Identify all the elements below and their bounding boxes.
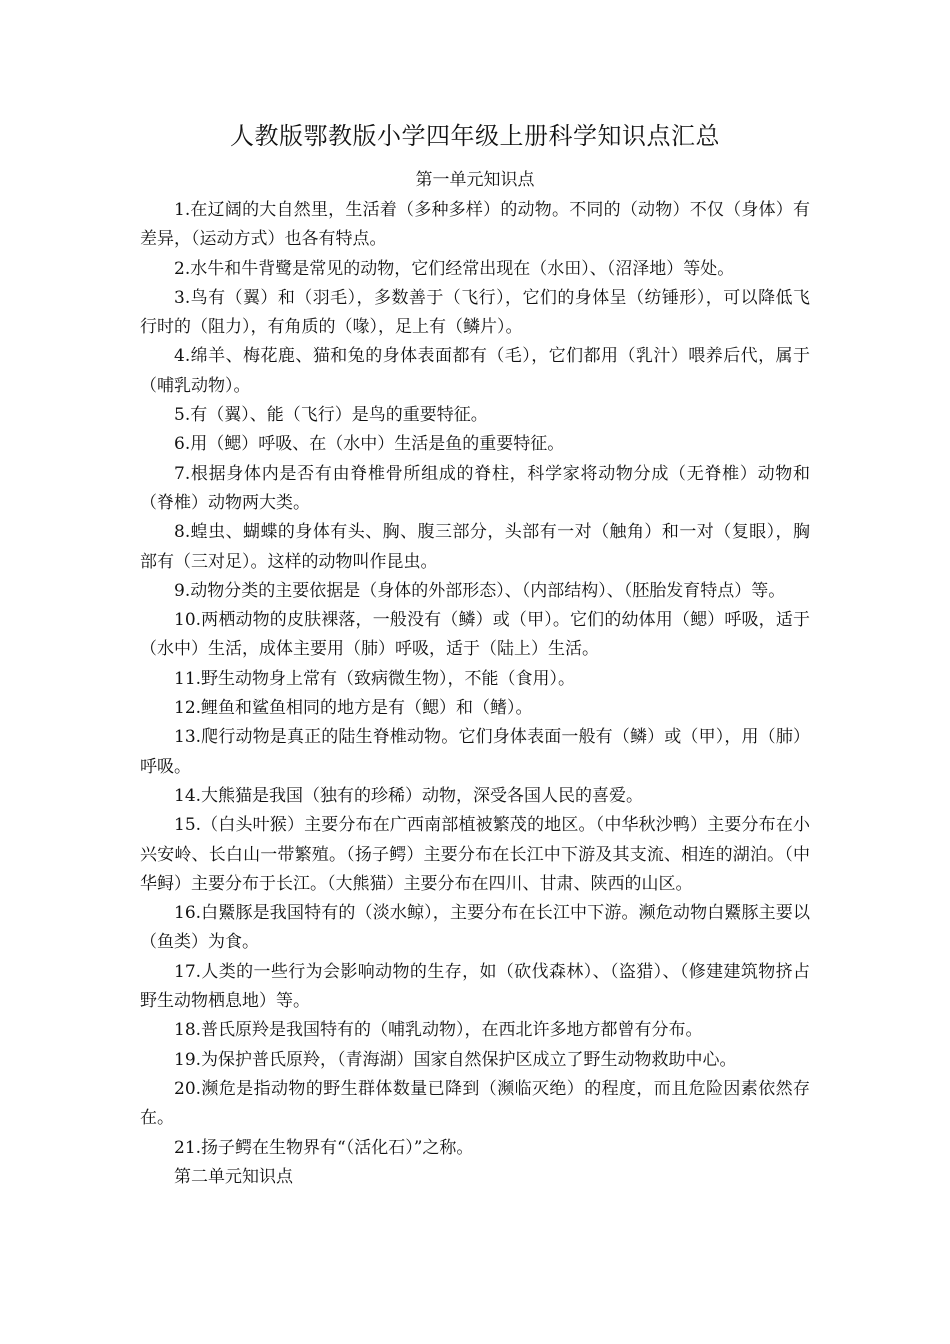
knowledge-point: 8.蝗虫、蝴蝶的身体有头、胸、腹三部分，头部有一对（触角）和一对（复眼），胸部有（三对足）。这样的动物叫作昆虫。 bbox=[140, 522, 810, 572]
knowledge-point: 21.扬子鳄在生物界有“（活化石）”之称。 bbox=[174, 1137, 474, 1158]
knowledge-point: 16.白鱀豚是我国特有的（淡水鲸），主要分布在长江中下游。濒危动物白鱀豚主要以（鱼类）为食。 bbox=[140, 903, 810, 953]
knowledge-point: 17.人类的一些行为会影响动物的生存，如（砍伐森林）、（盗猎）、（修建建筑物挤占野生动物栖息地）等。 bbox=[140, 961, 810, 1012]
knowledge-point: 3.鸟有（翼）和（羽毛），多数善于（飞行），它们的身体呈（纺锤形），可以降低飞行时的（阻力），有角质的（喙），足上有（鳞片）。 bbox=[140, 287, 810, 338]
knowledge-point: 15.（白头叶猴）主要分布在广西南部植被繁茂的地区。（中华秋沙鸭）主要分布在小兴安岭、长白山一带繁殖。（扬子鳄）主要分布在长江中下游及其支流、相连的湖泊。（中华鲟）主要分布于长江。（大熊猫）主要分布在四川、甘肃、陕西的山区。 bbox=[140, 815, 810, 894]
knowledge-point: 5.有（翼）、能（飞行）是鸟的重要特征。 bbox=[174, 405, 488, 426]
knowledge-point: 11.野生动物身上常有（致病微生物），不能（食用）。 bbox=[174, 668, 576, 689]
knowledge-point: 20.濒危是指动物的野生群体数量已降到（濒临灭绝）的程度，而且危险因素依然存在。 bbox=[140, 1078, 810, 1129]
knowledge-point: 4.绵羊、梅花鹿、猫和兔的身体表面都有（毛），它们都用（乳汁）喂养后代，属于（哺乳动物）。 bbox=[140, 346, 810, 396]
knowledge-point: 13.爬行动物是真正的陆生脊椎动物。它们身体表面一般有（鳞）或（甲），用（肺）呼吸。 bbox=[140, 727, 810, 777]
knowledge-point: 12.鲤鱼和鲨鱼相同的地方是有（鳃）和（鳍）。 bbox=[174, 698, 533, 719]
knowledge-point: 1.在辽阔的大自然里，生活着（多种多样）的动物。不同的（动物）不仅（身体）有差异，（运动方式）也各有特点。 bbox=[140, 200, 810, 250]
knowledge-point: 6.用（鳃）呼吸、在（水中）生活是鱼的重要特征。 bbox=[174, 434, 565, 455]
knowledge-point: 2.水牛和牛背鹭是常见的动物，它们经常出现在（水田）、（沼泽地）等处。 bbox=[174, 258, 735, 279]
knowledge-point: 9.动物分类的主要依据是（身体的外部形态）、（内部结构）、（胚胎发育特点）等。 bbox=[174, 580, 786, 601]
knowledge-point: 7.根据身体内是否有由脊椎骨所组成的脊柱，科学家将动物分成（无脊椎）动物和（脊椎）动物两大类。 bbox=[140, 463, 810, 513]
document-body bbox=[140, 196, 810, 1192]
knowledge-point: 19.为保护普氏原羚，（青海湖）国家自然保护区成立了野生动物救助中心。 bbox=[174, 1049, 737, 1070]
knowledge-point: 10.两栖动物的皮肤裸落，一般没有（鳞）或（甲）。它们的幼体用（鳃）呼吸，适于（水中）生活，成体主要用（肺）呼吸，适于（陆上）生活。 bbox=[140, 610, 810, 660]
document-title: 人教版鄂教版小学四年级上册科学知识点汇总 bbox=[230, 122, 720, 150]
knowledge-point: 18.普氏原羚是我国特有的（哺乳动物），在西北许多地方都曾有分布。 bbox=[174, 1020, 703, 1041]
unit-2-heading: 第二单元知识点 bbox=[174, 1166, 293, 1187]
knowledge-point: 14.大熊猫是我国（独有的珍稀）动物，深受各国人民的喜爱。 bbox=[174, 785, 644, 806]
unit-1-heading: 第一单元知识点 bbox=[415, 170, 535, 190]
